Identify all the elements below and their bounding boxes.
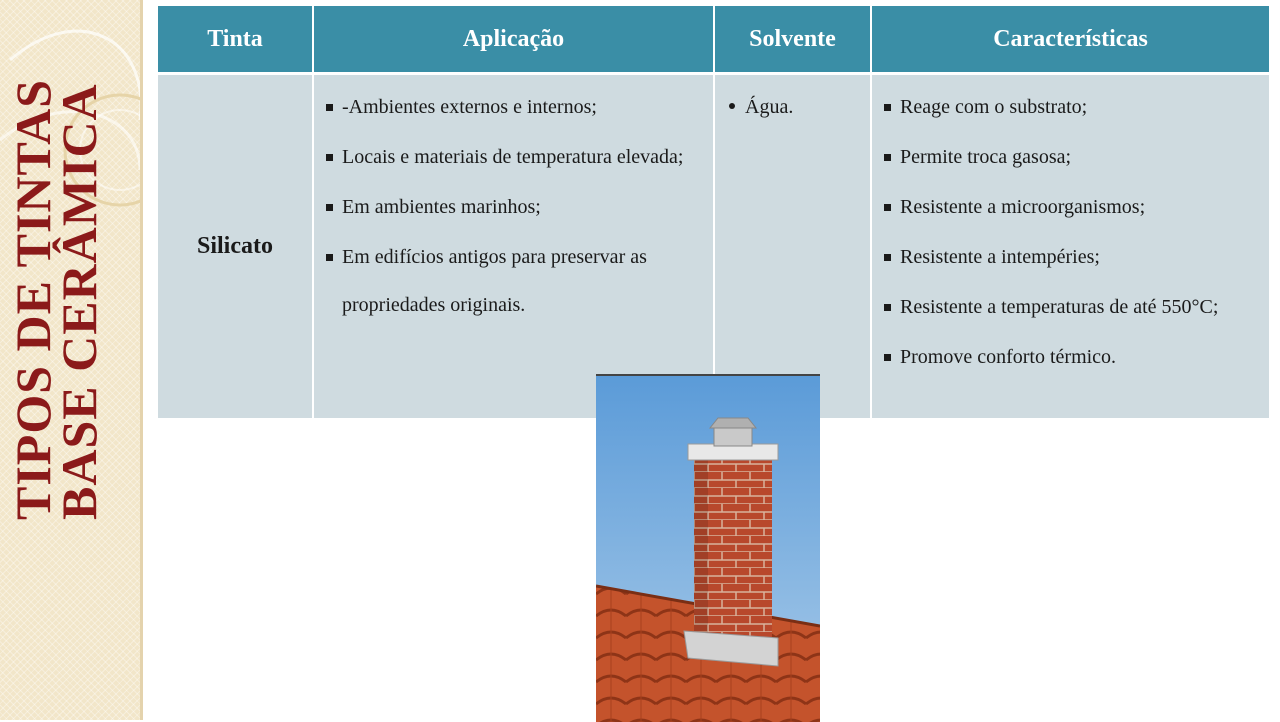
list-item: Locais e materiais de temperatura elevada; xyxy=(324,133,707,181)
list-item: Promove conforto térmico. xyxy=(882,333,1263,381)
list-item: Resistente a microorganismos; xyxy=(882,183,1263,231)
slide-title-line-2: BASE CERÂMICA xyxy=(51,83,107,520)
list-item: Água. xyxy=(725,83,864,131)
list-item: -Ambientes externos e internos; xyxy=(324,83,707,131)
header-aplicacao: Aplicação xyxy=(313,6,714,74)
solvente-list xyxy=(725,83,864,131)
cell-solvente xyxy=(714,74,871,419)
slide-title xyxy=(5,60,107,520)
list-item: Reage com o substrato; xyxy=(882,83,1263,131)
list-item: Em edifícios antigos para preservar as propriedades originais. xyxy=(324,233,707,329)
chimney-photo xyxy=(596,374,820,722)
header-caracteristicas: Características xyxy=(871,6,1270,74)
table-header-row xyxy=(158,6,1270,74)
list-item: Em ambientes marinhos; xyxy=(324,183,707,231)
paint-types-table xyxy=(158,6,1271,418)
list-item: Permite troca gasosa; xyxy=(882,133,1263,181)
chimney-illustration xyxy=(596,376,820,722)
list-item: Resistente a intempéries; xyxy=(882,233,1263,281)
list-item: Resistente a temperaturas de até 550°C; xyxy=(882,283,1263,331)
aplicacao-list xyxy=(324,83,707,329)
caracteristicas-list xyxy=(882,83,1263,381)
slide-title-line-1: TIPOS DE TINTAS xyxy=(5,78,61,520)
cell-aplicacao xyxy=(313,74,714,419)
cell-caracteristicas xyxy=(871,74,1270,419)
header-solvente: Solvente xyxy=(714,6,871,74)
table-row xyxy=(158,74,1270,419)
cell-tinta: Silicato xyxy=(158,74,313,419)
header-tinta: Tinta xyxy=(158,6,313,74)
